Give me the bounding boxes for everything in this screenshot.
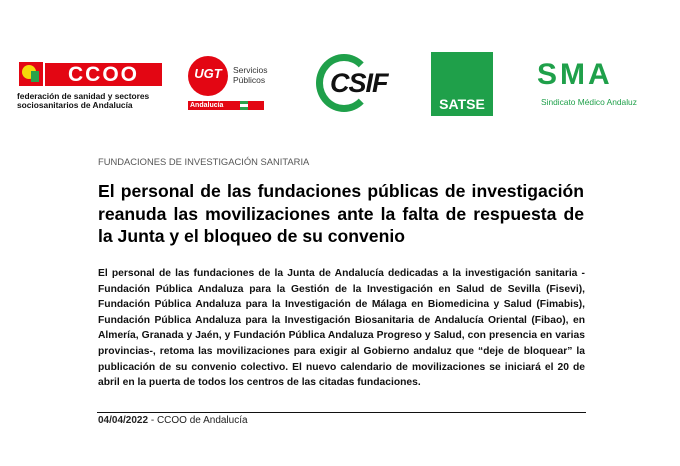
article-source: CCOO de Andalucía: [156, 415, 248, 426]
byline-separator: -: [148, 415, 157, 426]
sma-logo: [535, 58, 655, 108]
divider: [97, 412, 586, 413]
article-date: 04/04/2022: [98, 415, 149, 426]
article-byline: [98, 415, 248, 426]
ccoo-wordmark: CCOO: [45, 63, 162, 86]
ugt-tagline-1: Servicios: [233, 65, 268, 75]
satse-logo: [431, 52, 493, 116]
sma-wordmark: SMA: [537, 58, 613, 91]
csif-logo: [316, 52, 396, 116]
ccoo-tagline-1: federación de sanidad y sectores: [17, 91, 150, 101]
ugt-wordmark: UGT: [194, 66, 222, 81]
logo-header: [0, 0, 680, 140]
ccoo-emblem-icon: [19, 62, 43, 86]
sma-subtitle: Sindicato Médico Andaluz: [541, 97, 637, 107]
section-label: FUNDACIONES DE INVESTIGACIÓN SANITARIA: [98, 156, 310, 167]
ccoo-tagline-2: sociosanitarios de Andalucía: [17, 100, 133, 110]
ugt-tagline-2: Públicos: [233, 75, 266, 85]
ugt-logo: [188, 54, 288, 112]
csif-wordmark: CSIF: [330, 68, 388, 98]
ugt-region-label: Andalucía: [190, 102, 224, 109]
satse-wordmark: SATSE: [439, 96, 485, 112]
ccoo-logo: [16, 62, 166, 112]
article-lead: El personal de las fundaciones de la Junta de Andalucía dedicadas a la investigación sanitaria -Fundación Pública Andaluza para la Gestión de la Investigación en Salud de Sevilla (Fisevi), Fundación Pública Andaluza para la Investigación de Málaga en Biomedicina y Salud (Fimabis), Fundación Pública Andaluza para la Investigación Biosanitaria de Andalucía Oriental (Fibao), en Almería, Granada y Jaén, y Fundación Pública Andaluza Progreso y Salud, con presencia en varias provincias-, retoma las movilizaciones para exigir al Gobierno andaluz que “deje de bloquear” la publicación de su convenio colectivo. El nuevo calendario de movilizaciones se iniciará el 20 de abril en la puerta de todos los centros de las citadas fundaciones.: [98, 268, 585, 389]
article-title: El personal de las fundaciones públicas de investigación reanuda las movilizaciones ante la falta de respuesta de la Junta y el bloqueo de su convenio: [98, 181, 584, 246]
